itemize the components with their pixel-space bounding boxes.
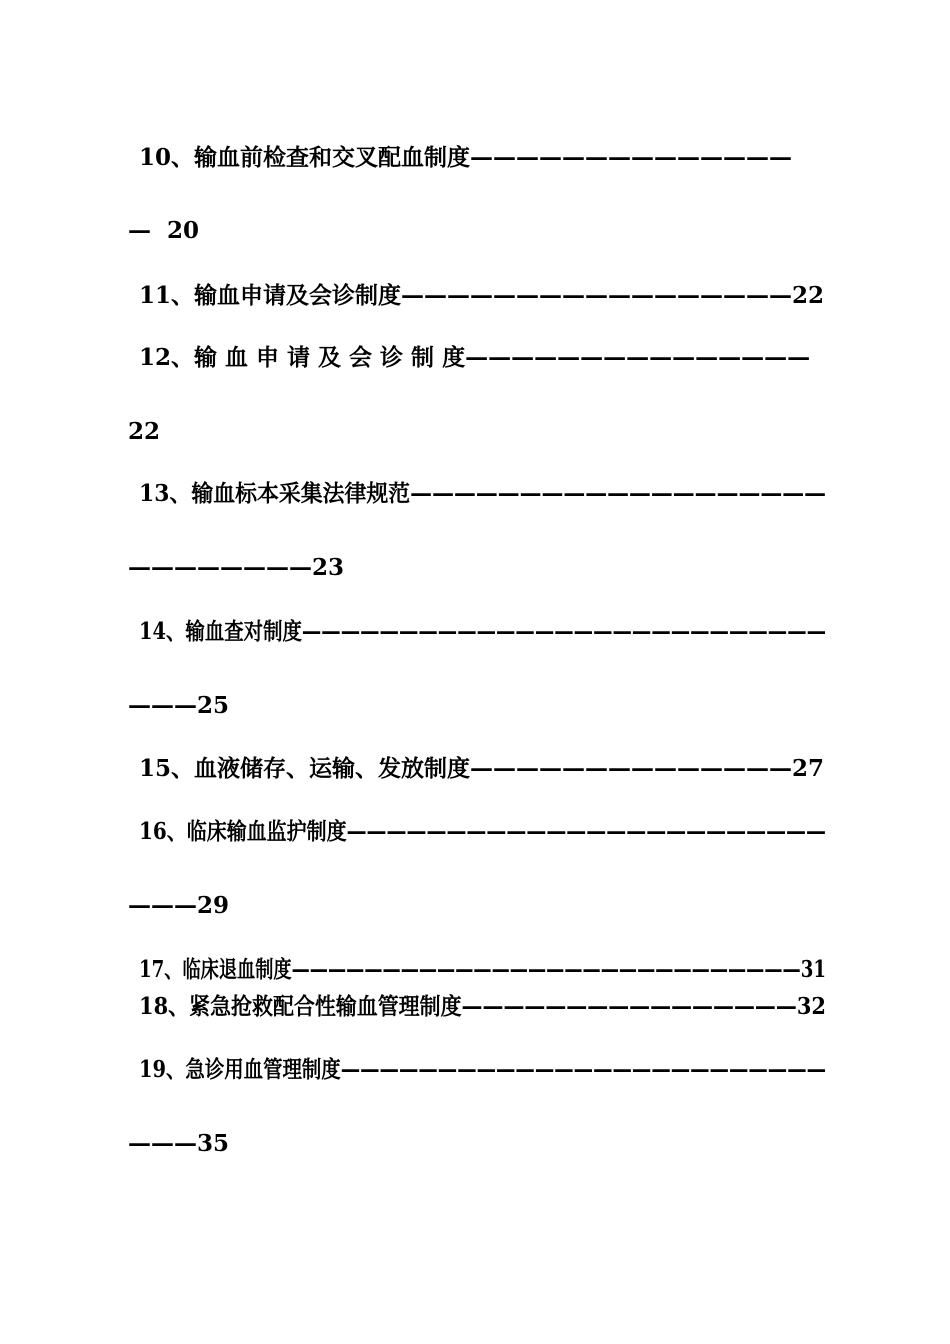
toc-entry-page: 22 xyxy=(128,418,161,445)
toc-entry-title: 18、紧急抢救配合性输血管理制度————————————————32 xyxy=(139,993,826,1020)
toc-entry-title: 11、输血申请及会诊制度—————————————————22 xyxy=(139,282,825,309)
toc-entry-title: 16、临床输血监护制度———————————————————————— xyxy=(139,818,826,845)
toc-entry-page: ———35 xyxy=(128,1130,230,1157)
toc-entry-title: 17、临床退血制度————————————————————————————31 xyxy=(139,956,827,983)
toc-entry-title: 15、血液储存、运输、发放制度——————————————27 xyxy=(139,755,825,782)
toc-entry-title: 13、输血标本采集法律规范——————————————————— xyxy=(139,480,826,507)
toc-entry-title: 19、急诊用血管理制度————————————————————————— xyxy=(139,1056,827,1083)
toc-entry-title: 14、输血查对制度——————————————————————————— xyxy=(139,618,827,645)
toc-entry-title: 12、输 血 申 请 及 会 诊 制 度——————————————— xyxy=(139,344,811,371)
toc-entry-page: — 20 xyxy=(128,217,200,244)
toc-entry-title: 10、输血前检查和交叉配血制度—————————————— xyxy=(139,144,793,171)
toc-entry-page: ———25 xyxy=(128,692,230,719)
toc-entry-page: ———29 xyxy=(128,892,230,919)
toc-entry-page: ————————23 xyxy=(128,554,345,581)
